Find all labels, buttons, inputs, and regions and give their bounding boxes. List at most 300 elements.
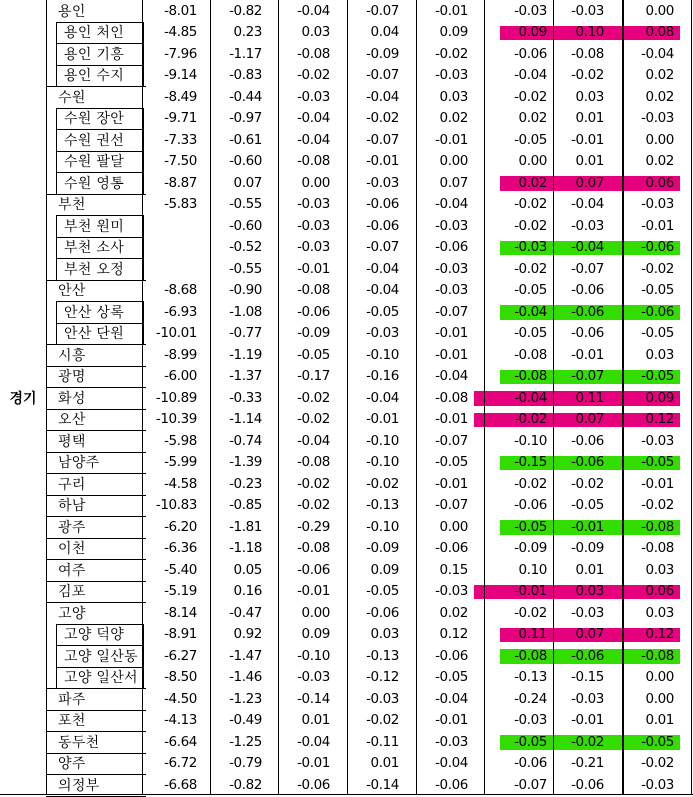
value-cell: -0.12 xyxy=(366,669,399,686)
value-cell: -0.06 xyxy=(571,303,604,320)
value-cell: -0.08 xyxy=(297,540,330,557)
value-cell: -5.40 xyxy=(164,561,197,578)
value-cell: -0.03 xyxy=(297,88,330,105)
value-cell: -7.50 xyxy=(164,153,197,170)
value-cell: -0.60 xyxy=(229,217,262,234)
value-cell: -0.14 xyxy=(366,776,399,793)
value-cell: -0.10 xyxy=(514,432,547,449)
value-cell: -0.05 xyxy=(514,282,547,299)
value-cell: -1.47 xyxy=(229,647,262,664)
value-cell: -0.10 xyxy=(366,454,399,471)
value-cell: -0.08 xyxy=(571,45,604,62)
region-name: 고양 일산동 xyxy=(64,648,138,665)
value-cell: -0.04 xyxy=(366,260,399,277)
region-name: 이천 xyxy=(58,541,86,558)
value-cell: -0.03 xyxy=(297,196,330,213)
value-cell: -0.02 xyxy=(297,475,330,492)
value-cell: -0.04 xyxy=(435,368,468,385)
value-cell: -0.02 xyxy=(366,475,399,492)
value-cell: -0.03 xyxy=(571,604,604,621)
value-cell: -0.97 xyxy=(229,110,262,127)
value-cell: 0.02 xyxy=(518,110,547,127)
value-cell: -0.08 xyxy=(297,454,330,471)
region-name: 여주 xyxy=(58,562,86,579)
value-cell: 0.09 xyxy=(439,24,468,41)
value-cell: -0.06 xyxy=(641,239,674,256)
value-cell: -0.29 xyxy=(297,518,330,535)
province-label: 경기 xyxy=(9,390,37,407)
value-cell: -4.13 xyxy=(164,712,197,729)
value-cell: 0.03 xyxy=(439,88,468,105)
value-cell: -0.06 xyxy=(514,755,547,772)
value-cell: 0.04 xyxy=(370,24,399,41)
value-cell: -0.04 xyxy=(435,755,468,772)
value-cell: -0.02 xyxy=(366,712,399,729)
value-cell: -0.06 xyxy=(366,217,399,234)
value-cell: -0.04 xyxy=(297,131,330,148)
value-cell: -1.17 xyxy=(229,45,262,62)
value-cell: -0.06 xyxy=(571,325,604,342)
value-cell: -10.83 xyxy=(155,497,197,514)
value-cell: -8.49 xyxy=(164,88,197,105)
value-cell: -0.01 xyxy=(297,583,330,600)
value-cell: -0.03 xyxy=(366,174,399,191)
value-cell: -0.03 xyxy=(571,2,604,19)
value-cell: -0.02 xyxy=(514,604,547,621)
value-cell: -1.19 xyxy=(229,346,262,363)
value-cell: -0.10 xyxy=(366,432,399,449)
value-cell: 0.07 xyxy=(439,174,468,191)
value-cell: -0.08 xyxy=(297,45,330,62)
value-cell: 0.05 xyxy=(233,561,262,578)
region-name: 남양주 xyxy=(58,455,100,472)
value-cell: -0.60 xyxy=(229,153,262,170)
value-cell: -0.01 xyxy=(435,411,468,428)
value-cell: -0.08 xyxy=(514,346,547,363)
value-cell: -1.23 xyxy=(229,690,262,707)
value-cell: -0.02 xyxy=(297,411,330,428)
value-cell: -0.01 xyxy=(297,260,330,277)
value-cell: -8.91 xyxy=(164,626,197,643)
value-cell: -0.07 xyxy=(366,2,399,19)
value-cell: 0.12 xyxy=(645,411,674,428)
value-cell: 0.00 xyxy=(301,174,330,191)
value-cell: 0.01 xyxy=(575,561,604,578)
value-cell: -0.06 xyxy=(297,776,330,793)
column-divider xyxy=(553,0,554,795)
value-cell: 0.09 xyxy=(645,389,674,406)
region-name: 수원 xyxy=(58,89,86,106)
column-divider xyxy=(484,0,485,795)
value-cell: -0.09 xyxy=(297,325,330,342)
value-cell: -0.07 xyxy=(366,239,399,256)
value-cell: -0.07 xyxy=(366,67,399,84)
value-cell: -0.03 xyxy=(297,239,330,256)
value-cell: -0.03 xyxy=(366,325,399,342)
column-divider xyxy=(278,0,279,795)
value-cell: -0.49 xyxy=(229,712,262,729)
value-cell: -0.04 xyxy=(514,303,547,320)
value-cell: 0.00 xyxy=(439,518,468,535)
value-cell: -8.87 xyxy=(164,174,197,191)
value-cell: -0.03 xyxy=(514,239,547,256)
value-cell: -5.83 xyxy=(164,196,197,213)
value-cell: -0.01 xyxy=(435,325,468,342)
value-cell: -0.03 xyxy=(514,712,547,729)
value-cell: -0.09 xyxy=(366,45,399,62)
value-cell: -0.33 xyxy=(229,389,262,406)
value-cell: -0.05 xyxy=(297,346,330,363)
value-cell: -10.01 xyxy=(155,325,197,342)
value-cell: 0.01 xyxy=(645,712,674,729)
value-cell: -0.05 xyxy=(641,282,674,299)
value-cell: -0.02 xyxy=(514,475,547,492)
value-cell: 0.02 xyxy=(439,604,468,621)
column-divider xyxy=(622,0,624,795)
value-cell: -8.99 xyxy=(164,346,197,363)
value-cell: -0.10 xyxy=(366,518,399,535)
region-name: 부천 오정 xyxy=(64,261,125,278)
value-cell: -0.03 xyxy=(435,260,468,277)
value-cell: 0.07 xyxy=(233,174,262,191)
region-name: 구리 xyxy=(58,476,86,493)
region-name: 수원 영통 xyxy=(64,175,125,192)
value-cell: -0.01 xyxy=(435,131,468,148)
value-cell: -4.85 xyxy=(164,24,197,41)
value-cell: -0.07 xyxy=(435,303,468,320)
value-cell: 0.03 xyxy=(645,561,674,578)
value-cell: -0.09 xyxy=(571,540,604,557)
value-cell: -7.33 xyxy=(164,131,197,148)
region-name: 화성 xyxy=(58,390,86,407)
value-cell: -0.21 xyxy=(571,755,604,772)
value-cell: -0.04 xyxy=(571,239,604,256)
value-cell: 0.02 xyxy=(518,174,547,191)
region-name: 포천 xyxy=(58,713,86,730)
value-cell: 0.01 xyxy=(301,712,330,729)
region-name: 고양 덕양 xyxy=(64,627,125,644)
region-name: 고양 일산서 xyxy=(64,670,138,687)
value-cell: 0.03 xyxy=(575,88,604,105)
value-cell: -0.01 xyxy=(297,755,330,772)
value-cell: -0.01 xyxy=(571,518,604,535)
value-cell: 0.02 xyxy=(645,153,674,170)
region-name: 용인 기흥 xyxy=(64,46,125,63)
value-cell: -0.06 xyxy=(366,604,399,621)
value-cell: -8.14 xyxy=(164,604,197,621)
region-name: 평택 xyxy=(58,433,86,450)
region-name: 부천 원미 xyxy=(64,218,125,235)
value-cell: -0.05 xyxy=(641,454,674,471)
value-cell: -0.08 xyxy=(641,518,674,535)
column-divider xyxy=(691,0,692,795)
value-cell: -6.72 xyxy=(164,755,197,772)
value-cell: -0.02 xyxy=(641,497,674,514)
value-cell: -0.02 xyxy=(366,110,399,127)
value-cell: -0.83 xyxy=(229,67,262,84)
value-cell: -0.47 xyxy=(229,604,262,621)
value-cell: -0.02 xyxy=(571,475,604,492)
value-cell: -0.03 xyxy=(435,217,468,234)
region-name: 수원 장안 xyxy=(64,111,125,128)
value-cell: -0.02 xyxy=(514,217,547,234)
value-cell: -0.03 xyxy=(641,110,674,127)
value-cell: -6.27 xyxy=(164,647,197,664)
value-cell: -0.06 xyxy=(435,776,468,793)
value-cell: -0.03 xyxy=(435,67,468,84)
value-cell: -0.04 xyxy=(366,389,399,406)
value-cell: 0.02 xyxy=(439,110,468,127)
value-cell: -0.02 xyxy=(571,67,604,84)
value-cell: -0.06 xyxy=(297,561,330,578)
region-name: 파주 xyxy=(58,691,86,708)
value-cell: 0.09 xyxy=(301,626,330,643)
value-cell: -0.08 xyxy=(641,647,674,664)
value-cell: -6.93 xyxy=(164,303,197,320)
sub-region-group xyxy=(56,22,144,88)
value-cell: 0.92 xyxy=(233,626,262,643)
value-cell: 0.09 xyxy=(518,24,547,41)
value-cell: 0.15 xyxy=(439,561,468,578)
value-cell: -0.05 xyxy=(435,669,468,686)
value-cell: 0.00 xyxy=(439,153,468,170)
region-name: 부천 소사 xyxy=(64,240,125,257)
value-cell: -0.05 xyxy=(641,733,674,750)
region-name: 용인 수지 xyxy=(64,68,125,85)
value-cell: -0.05 xyxy=(366,303,399,320)
value-cell: 0.11 xyxy=(575,389,604,406)
value-cell: -4.50 xyxy=(164,690,197,707)
value-cell: -0.55 xyxy=(229,260,262,277)
value-cell: -0.82 xyxy=(229,2,262,19)
value-cell xyxy=(143,215,197,237)
value-cell: 0.02 xyxy=(645,67,674,84)
value-cell: -0.08 xyxy=(514,368,547,385)
region-name: 시흥 xyxy=(58,347,86,364)
value-cell: -0.13 xyxy=(514,669,547,686)
value-cell: -0.05 xyxy=(641,368,674,385)
value-cell: 0.23 xyxy=(233,24,262,41)
region-name: 수원 팔달 xyxy=(64,154,125,171)
value-cell: -0.06 xyxy=(641,303,674,320)
value-cell: -0.03 xyxy=(297,217,330,234)
value-cell xyxy=(143,237,197,259)
value-cell: -0.04 xyxy=(571,196,604,213)
region-name: 양주 xyxy=(58,756,86,773)
region-name: 고양 xyxy=(58,605,86,622)
value-cell: 0.00 xyxy=(518,153,547,170)
column-divider xyxy=(142,0,143,795)
value-cell: -0.17 xyxy=(297,368,330,385)
value-cell: -0.16 xyxy=(366,368,399,385)
value-cell: -0.03 xyxy=(435,282,468,299)
value-cell: -0.02 xyxy=(514,411,547,428)
value-cell: -0.44 xyxy=(229,88,262,105)
value-cell: 0.01 xyxy=(575,110,604,127)
value-cell: -0.04 xyxy=(297,432,330,449)
value-cell: -0.02 xyxy=(297,389,330,406)
sub-region-group xyxy=(56,215,144,281)
value-cell: -0.06 xyxy=(366,196,399,213)
value-cell: -0.02 xyxy=(514,88,547,105)
value-cell: -0.06 xyxy=(435,647,468,664)
value-cell: -0.05 xyxy=(514,131,547,148)
value-cell: -0.06 xyxy=(297,303,330,320)
value-cell: -8.50 xyxy=(164,669,197,686)
value-cell: -0.04 xyxy=(641,45,674,62)
value-cell: -0.06 xyxy=(571,432,604,449)
value-cell: -1.81 xyxy=(229,518,262,535)
value-cell: -0.61 xyxy=(229,131,262,148)
value-cell: -0.13 xyxy=(366,647,399,664)
region-name: 의정부 xyxy=(58,777,100,794)
value-cell: -0.08 xyxy=(297,282,330,299)
value-cell: -0.07 xyxy=(435,497,468,514)
value-cell: 0.16 xyxy=(233,583,262,600)
value-cell: -8.01 xyxy=(164,2,197,19)
region-name: 동두천 xyxy=(58,734,100,751)
value-cell: -0.05 xyxy=(514,733,547,750)
value-cell: -0.03 xyxy=(571,690,604,707)
value-cell: -0.04 xyxy=(435,196,468,213)
value-cell: 0.03 xyxy=(575,583,604,600)
value-cell: -0.01 xyxy=(366,411,399,428)
value-cell: -0.07 xyxy=(435,432,468,449)
value-cell: -0.03 xyxy=(641,432,674,449)
value-cell: -0.10 xyxy=(297,647,330,664)
value-cell: 0.00 xyxy=(645,690,674,707)
sub-region-group xyxy=(56,624,144,690)
value-cell: -0.08 xyxy=(514,647,547,664)
value-cell: -0.01 xyxy=(571,131,604,148)
value-cell: -0.01 xyxy=(571,712,604,729)
region-name: 용인 처인 xyxy=(64,25,125,42)
value-cell: 0.03 xyxy=(645,346,674,363)
value-cell: -0.02 xyxy=(514,196,547,213)
value-cell: 0.12 xyxy=(439,626,468,643)
region-name: 용인 xyxy=(58,3,86,20)
value-cell: -0.01 xyxy=(435,346,468,363)
value-cell: -0.04 xyxy=(435,690,468,707)
value-cell: -0.04 xyxy=(514,67,547,84)
region-name: 하남 xyxy=(58,498,86,515)
value-cell: -6.64 xyxy=(164,733,197,750)
region-name: 안산 xyxy=(58,283,86,300)
value-cell: -0.02 xyxy=(641,260,674,277)
value-cell: -0.02 xyxy=(641,755,674,772)
value-cell: -0.77 xyxy=(229,325,262,342)
value-cell: -1.25 xyxy=(229,733,262,750)
column-divider xyxy=(416,0,417,795)
value-cell: -1.18 xyxy=(229,540,262,557)
value-cell: -1.08 xyxy=(229,303,262,320)
value-cell: -0.03 xyxy=(297,669,330,686)
value-cell: 0.07 xyxy=(575,411,604,428)
value-cell: -5.99 xyxy=(164,454,197,471)
value-cell: -0.11 xyxy=(366,733,399,750)
value-cell: 0.09 xyxy=(370,561,399,578)
value-cell: -0.02 xyxy=(571,733,604,750)
value-cell: -0.82 xyxy=(229,776,262,793)
value-cell: -0.07 xyxy=(366,131,399,148)
value-cell: -0.06 xyxy=(514,45,547,62)
value-cell: -0.01 xyxy=(435,712,468,729)
value-cell: -0.07 xyxy=(514,776,547,793)
value-cell: 0.01 xyxy=(370,755,399,772)
value-cell: -6.68 xyxy=(164,776,197,793)
value-cell: -6.36 xyxy=(164,540,197,557)
column-divider xyxy=(46,0,47,795)
value-cell: -0.04 xyxy=(297,2,330,19)
value-cell: -5.19 xyxy=(164,583,197,600)
value-cell: -0.24 xyxy=(514,690,547,707)
value-cell: -6.00 xyxy=(164,368,197,385)
value-cell: 0.06 xyxy=(645,583,674,600)
value-cell xyxy=(143,258,197,280)
value-cell: -0.04 xyxy=(366,88,399,105)
value-cell: 0.00 xyxy=(645,131,674,148)
value-cell: -0.02 xyxy=(514,260,547,277)
value-cell: -0.09 xyxy=(366,540,399,557)
value-cell: 0.00 xyxy=(301,604,330,621)
value-cell: 0.07 xyxy=(575,626,604,643)
value-cell: -0.03 xyxy=(366,690,399,707)
value-cell: -10.89 xyxy=(155,389,197,406)
value-cell: 0.12 xyxy=(645,626,674,643)
value-cell: -0.06 xyxy=(435,540,468,557)
region-name: 안산 상록 xyxy=(64,304,125,321)
value-cell: -0.23 xyxy=(229,475,262,492)
value-cell: -0.05 xyxy=(435,454,468,471)
value-cell: -0.06 xyxy=(571,454,604,471)
value-cell: -0.90 xyxy=(229,282,262,299)
value-cell: -0.01 xyxy=(366,153,399,170)
value-cell: 0.01 xyxy=(575,153,604,170)
value-cell: -0.07 xyxy=(571,368,604,385)
value-cell: -0.52 xyxy=(229,239,262,256)
value-cell: -5.98 xyxy=(164,432,197,449)
value-cell: -0.01 xyxy=(571,346,604,363)
value-cell: -0.02 xyxy=(435,45,468,62)
value-cell: 0.00 xyxy=(645,669,674,686)
region-name: 김포 xyxy=(58,584,86,601)
value-cell: -0.08 xyxy=(641,540,674,557)
value-cell: -0.03 xyxy=(514,2,547,19)
value-cell: -0.06 xyxy=(571,282,604,299)
value-cell: -0.03 xyxy=(641,196,674,213)
value-cell: -0.79 xyxy=(229,755,262,772)
value-cell: -0.09 xyxy=(514,540,547,557)
value-cell: -0.15 xyxy=(514,454,547,471)
value-cell: -0.55 xyxy=(229,196,262,213)
value-cell: -0.06 xyxy=(514,497,547,514)
value-cell: 0.11 xyxy=(518,626,547,643)
region-name: 수원 권선 xyxy=(64,132,125,149)
value-cell: 0.00 xyxy=(645,2,674,19)
value-cell: -1.14 xyxy=(229,411,262,428)
value-cell: -0.02 xyxy=(297,67,330,84)
value-cell: -0.03 xyxy=(571,217,604,234)
value-cell: -0.74 xyxy=(229,432,262,449)
column-divider xyxy=(210,0,211,795)
value-cell: -0.03 xyxy=(641,776,674,793)
value-cell: -0.07 xyxy=(571,260,604,277)
value-cell: -0.05 xyxy=(366,583,399,600)
value-cell: -4.58 xyxy=(164,475,197,492)
value-cell: -0.13 xyxy=(366,497,399,514)
column-divider xyxy=(347,0,348,795)
value-cell: -0.05 xyxy=(514,325,547,342)
